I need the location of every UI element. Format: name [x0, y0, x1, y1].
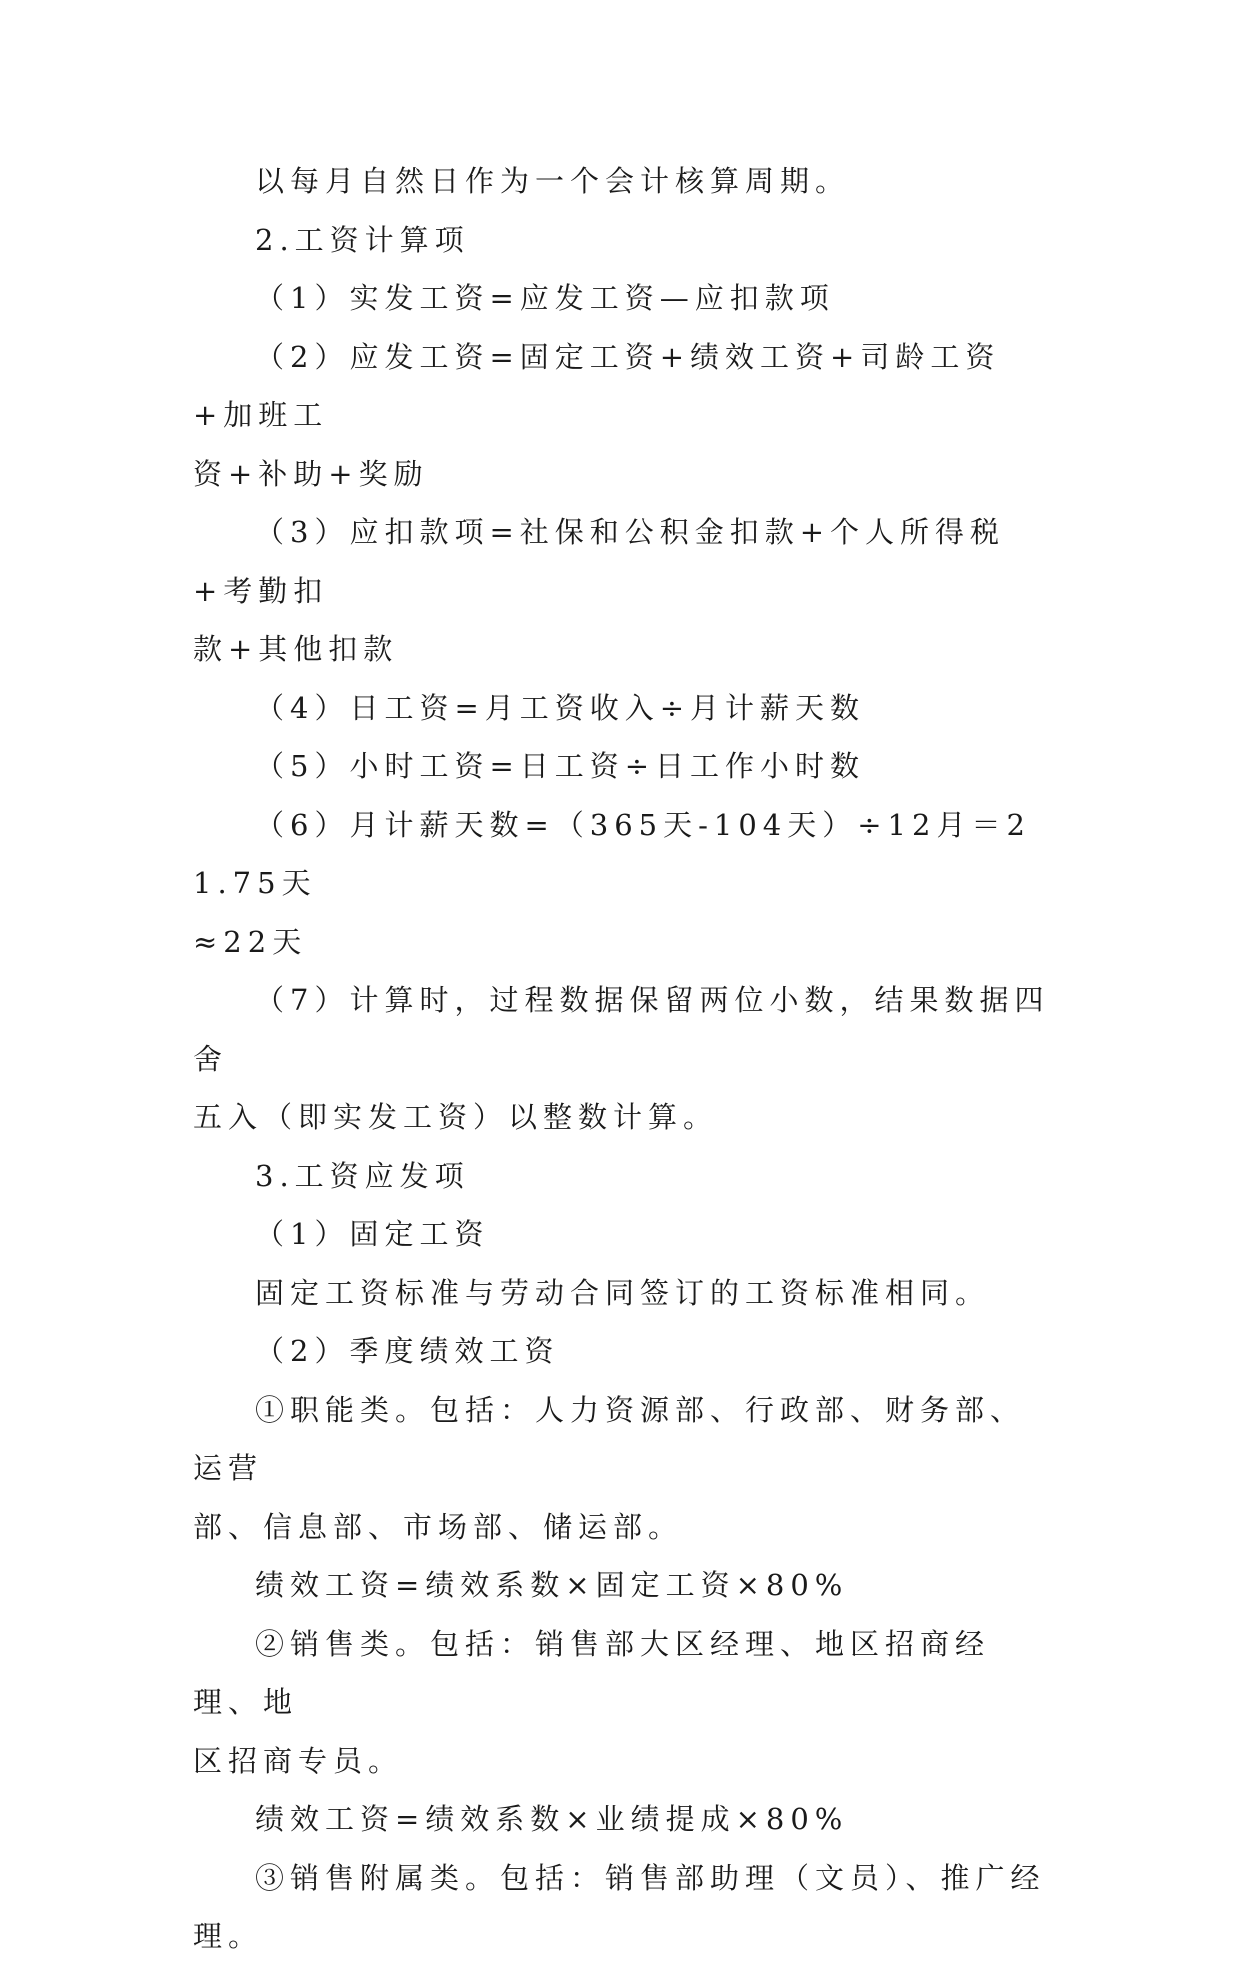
text-line: （1）固定工资: [255, 1217, 490, 1251]
paragraph-item-6: [193, 796, 1053, 972]
text-line: 绩效工资=绩效系数×固定工资×80%: [255, 1568, 849, 1602]
text-line: 款+其他扣款: [193, 632, 399, 666]
document-body: [193, 152, 1053, 1966]
heading-salary-payable-items: [193, 1147, 1053, 1206]
paragraph-fixed-salary-standard: [193, 1264, 1053, 1323]
text-line: （5）小时工资=日工资÷日工作小时数: [255, 749, 866, 783]
text-line: ②销售类。包括：销售部大区经理、地区招商经理、地: [193, 1626, 991, 1719]
text-line: （3）应扣款项=社保和公积金扣款+个人所得税+考勤扣: [193, 515, 1006, 608]
heading-salary-calculation: [193, 211, 1053, 270]
paragraph-functional-category: [193, 1381, 1053, 1557]
text-line: （4）日工资=月工资收入÷月计薪天数: [255, 690, 866, 725]
text-line: （2）应发工资=固定工资+绩效工资+司龄工资+加班工: [193, 339, 1001, 432]
paragraph-functional-formula: [193, 1556, 1053, 1615]
text-line: 绩效工资=绩效系数×业绩提成×80%: [255, 1802, 849, 1836]
text-line: （7）计算时，过程数据保留两位小数，结果数据四舍: [193, 983, 1050, 1076]
text-line: ≈22天: [193, 924, 308, 959]
text-line: 以每月自然日作为一个会计核算周期。: [255, 164, 851, 198]
paragraph-item-2: [193, 328, 1053, 504]
text-line: 五入（即实发工资）以整数计算。: [193, 1100, 719, 1134]
paragraph-item-4: [193, 679, 1053, 738]
text-line: 部、信息部、市场部、储运部。: [193, 1509, 684, 1544]
text-line: 3.工资应发项: [255, 1158, 470, 1193]
text-line: （6）月计薪天数=（365天-104天）÷12月＝21.75天: [193, 807, 1031, 900]
text-line: ①职能类。包括：人力资源部、行政部、财务部、运营: [193, 1392, 1026, 1485]
text-line: （1）实发工资=应发工资—应扣款项: [255, 281, 835, 315]
text-line: 固定工资标准与劳动合同签订的工资标准相同。: [255, 1275, 991, 1310]
paragraph-quarterly-performance-heading: [193, 1322, 1053, 1381]
text-line: （2）季度绩效工资: [255, 1334, 560, 1368]
paragraph-item-7: [193, 971, 1053, 1147]
paragraph-item-1: [193, 269, 1053, 328]
paragraph-item-5: [193, 737, 1053, 796]
text-line: ③销售附属类。包括：销售部助理（文员）、推广经理。: [193, 1860, 1046, 1953]
paragraph-sales-auxiliary-category: [193, 1849, 1053, 1966]
paragraph-item-3: [193, 503, 1053, 679]
text-line: 资+补助+奖励: [193, 456, 429, 491]
text-line: 2.工资计算项: [255, 222, 470, 257]
paragraph-fixed-salary-heading: [193, 1205, 1053, 1264]
paragraph-accounting-period: [193, 152, 1053, 211]
paragraph-sales-formula: [193, 1790, 1053, 1849]
paragraph-sales-category: [193, 1615, 1053, 1791]
text-line: 区招商专员。: [193, 1743, 404, 1778]
